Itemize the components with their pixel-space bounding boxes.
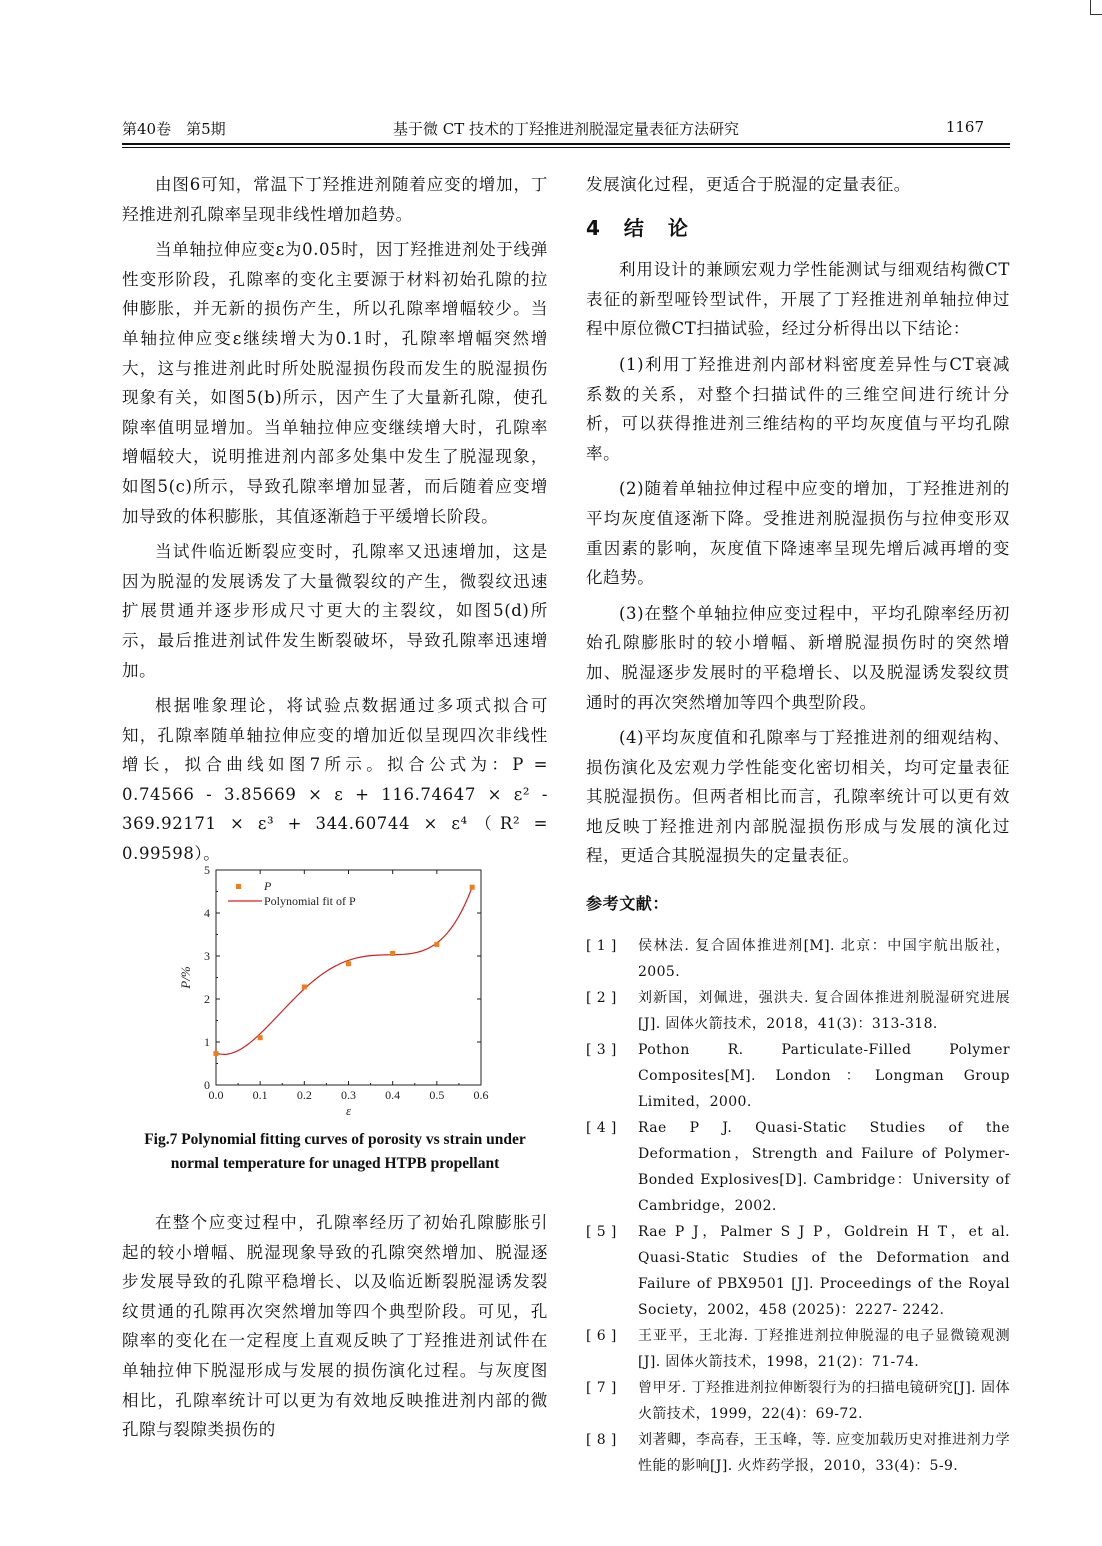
journal-volume-issue: 第40卷 第5期 [122,120,226,138]
reference-item [586,1323,1010,1375]
data-point [346,961,351,966]
x-tick-label: 0.5 [429,1088,445,1102]
porosity-strain-chart [122,858,548,1128]
x-tick-label: 0.4 [385,1088,401,1102]
right-column [586,170,1010,1479]
left-column-bottom [122,1208,548,1445]
header-rule-thin [122,147,1010,148]
y-tick-label: 1 [204,1035,210,1049]
reference-item [586,1115,1010,1219]
reference-text: 刘著卿，李高春，王玉峰，等. 应变加载历史对推进剂力学性能的影响[J]. 火炸药学报，2010，33(4)：5-9. [638,1431,1010,1474]
x-tick-label: 0.1 [252,1088,268,1102]
conclusion-item: (3)在整个单轴拉伸应变过程中，平均孔隙率经历初始孔隙膨胀时的较小增幅、新增脱湿损伤时的突然增加、脱湿逐步发展时的平稳增长、以及脱湿诱发裂纹贯通时的再次突然增加等四个典型阶段。 [586,603,1010,712]
reference-item [586,1037,1010,1115]
left-column-top [122,170,548,869]
page-number: 1167 [945,118,984,136]
y-tick-label: 3 [204,949,210,963]
reference-number: [ 1 ] [586,937,617,954]
crop-mark-horizontal [1090,14,1102,15]
reference-text: 曾甲牙. 丁羟推进剂拉伸断裂行为的扫描电镜研究[J]. 固体火箭技术，1999，22(4)：69-72. [638,1379,1010,1422]
caption-line-1: Fig.7 Polynomial fitting curves of porosity vs strain under [144,1131,526,1148]
header-rule-thick [122,143,1010,145]
y-tick-label: 5 [204,863,210,877]
reference-text: 王亚平，王北海. 丁羟推进剂拉伸脱湿的电子显微镜观测[J]. 固体火箭技术，1998，21(2)：71-74. [638,1327,1010,1370]
y-tick-label: 2 [204,992,210,1006]
reference-number: [ 7 ] [586,1379,617,1396]
x-tick-label: 0.6 [473,1088,489,1102]
reference-text: 侯林法. 复合固体推进剂[M]. 北京：中国宇航出版社，2005. [638,937,1010,980]
paragraph: 在整个应变过程中，孔隙率经历了初始孔隙膨胀引起的较小增幅、脱湿现象导致的孔隙突然增加、脱湿逐步发展导致的孔隙平稳增长、以及临近断裂脱湿诱发裂纹贯通的孔隙再次突然增加等四个典型阶段。可见，孔隙率的变化在一定程度上直观反映了丁羟推进剂试件在单轴拉伸下脱湿形成与发展的损伤演化过程。与灰度图相比，孔隙率统计可以更为有效地反映推进剂内部的微孔隙与裂隙类损伤的 [122,1213,548,1440]
reference-number: [ 2 ] [586,989,617,1006]
reference-item [586,1375,1010,1427]
reference-number: [ 5 ] [586,1223,617,1240]
caption-line-2: normal temperature for unaged HTPB propellant [170,1155,500,1172]
paragraph-fit-formula: 根据唯象理论，将试验点数据通过多项式拟合可知，孔隙率随单轴拉伸应变的增加近似呈现四次非线性增长，拟合曲线如图7所示。拟合公式为：P = 0.74566 - 3.85669 × ε + 116.74647 × ε² - 369.92171 × ε³ + 344.60744 × ε⁴（R² = 0.99598）。 [122,696,548,864]
reference-text: Pothon R. Particulate-Filled Polymer Composites[M]. London：Longman Group Limited，2000. [638,1041,1010,1110]
paragraph: 当单轴拉伸应变ε为0.05时，因丁羟推进剂处于线弹性变形阶段，孔隙率的变化主要源于材料初始孔隙的拉伸膨胀，并无新的损伤产生，所以孔隙率增幅较少。当单轴拉伸应变ε继续增大为0.1时，孔隙率增幅突然增大，这与推进剂此时所处脱湿损伤段而发生的脱湿损伤现象有关，如图5(b)所示，因产生了大量新孔隙，使孔隙率值明显增加。当单轴拉伸应变继续增大时，孔隙率增幅较大，说明推进剂内部多处集中发生了脱湿现象，如图5(c)所示，导致孔隙率增加显著，而后随着应变增加导致的体积膨胀，其值逐渐趋于平缓增长阶段。 [122,240,548,526]
reference-text: Rae P J. Quasi-Static Studies of the Deformation，Strength and Failure of Polymer-Bonded Explosives[D]. Cambridge：University of Cambridge，2002. [638,1119,1010,1214]
data-point [470,885,475,890]
section-heading: 4 结 论 [586,215,690,240]
data-point [258,1035,263,1040]
reference-number: [ 8 ] [586,1431,617,1448]
reference-item [586,985,1010,1037]
data-point [390,951,395,956]
paragraph: 当试件临近断裂应变时，孔隙率又迅速增加，这是因为脱湿的发展诱发了大量微裂纹的产生，微裂纹迅速扩展贯通并逐步形成尺寸更大的主裂纹，如图5(d)所示，最后推进剂试件发生断裂破坏，导致孔隙率迅速增加。 [122,542,548,680]
references-heading: 参考文献： [586,894,670,914]
fit-curve [216,887,472,1054]
conclusion-item: (2)随着单轴拉伸过程中应变的增加，丁羟推进剂的平均灰度值逐渐下降。受推进剂脱湿损伤与拉伸变形双重因素的影响，灰度值下降速率呈现先增后减再增的变化趋势。 [586,479,1010,588]
x-tick-label: 0.3 [341,1088,356,1102]
conclusion-item: (1)利用丁羟推进剂内部材料密度差异性与CT衰减系数的关系，对整个扫描试件的三维空间进行统计分析，可以获得推进剂三维结构的平均灰度值与平均孔隙率。 [586,354,1010,463]
running-title: 基于微 CT 技术的丁羟推进剂脱湿定量表征方法研究 [392,120,740,138]
reference-number: [ 4 ] [586,1119,617,1136]
reference-item [586,933,1010,985]
reference-number: [ 6 ] [586,1327,617,1344]
paragraph-continued: 发展演化过程，更适合于脱湿的定量表征。 [586,175,911,194]
paragraph: 利用设计的兼顾宏观力学性能测试与细观结构微CT表征的新型哑铃型试件，开展了丁羟推进剂单轴拉伸过程中原位微CT扫描试验，经过分析得出以下结论： [586,260,1010,339]
crop-mark-vertical [1090,0,1091,14]
reference-item [586,1427,1010,1479]
legend-label-p: P [264,879,272,893]
y-axis-label: P/% [178,966,193,989]
reference-item [586,1219,1010,1323]
running-header [122,118,1010,140]
data-point [302,984,307,989]
reference-text: Rae P J，Palmer S J P，Goldrein H T，et al. Quasi-Static Studies of the Deformation and Failure of PBX9501 [J]. Proceedings of the Royal Society，2002，458 (2025)：2227- 2242. [638,1223,1010,1318]
reference-text: 刘新国，刘佩进，强洪夫. 复合固体推进剂脱湿研究进展[J]. 固体火箭技术，2018，41(3)：313-318. [638,989,1010,1032]
y-tick-label: 0 [204,1078,210,1092]
reference-list [586,933,1010,1479]
x-axis-label: ε [345,1103,352,1118]
legend-label-fit: Polynomial fit of P [264,894,356,908]
paragraph: 由图6可知，常温下丁羟推进剂随着应变的增加，丁羟推进剂孔隙率呈现非线性增加趋势。 [122,175,548,224]
legend-point-marker [236,884,241,889]
x-tick-label: 0.2 [296,1088,312,1102]
data-point [434,942,439,947]
x-tick-label: 0.0 [208,1088,224,1102]
data-point [214,1051,219,1056]
reference-number: [ 3 ] [586,1041,617,1058]
y-tick-label: 4 [204,906,210,920]
figure-caption [122,1128,548,1176]
figure-7-chart [122,858,548,1128]
conclusion-item: (4)平均灰度值和孔隙率与丁羟推进剂的细观结构、损伤演化及宏观力学性能变化密切相关，均可定量表征其脱湿损伤。但两者相比而言，孔隙率统计可以更有效地反映丁羟推进剂内部脱湿损伤形成与发展的演化过程，更适合其脱湿损失的定量表征。 [586,728,1010,866]
